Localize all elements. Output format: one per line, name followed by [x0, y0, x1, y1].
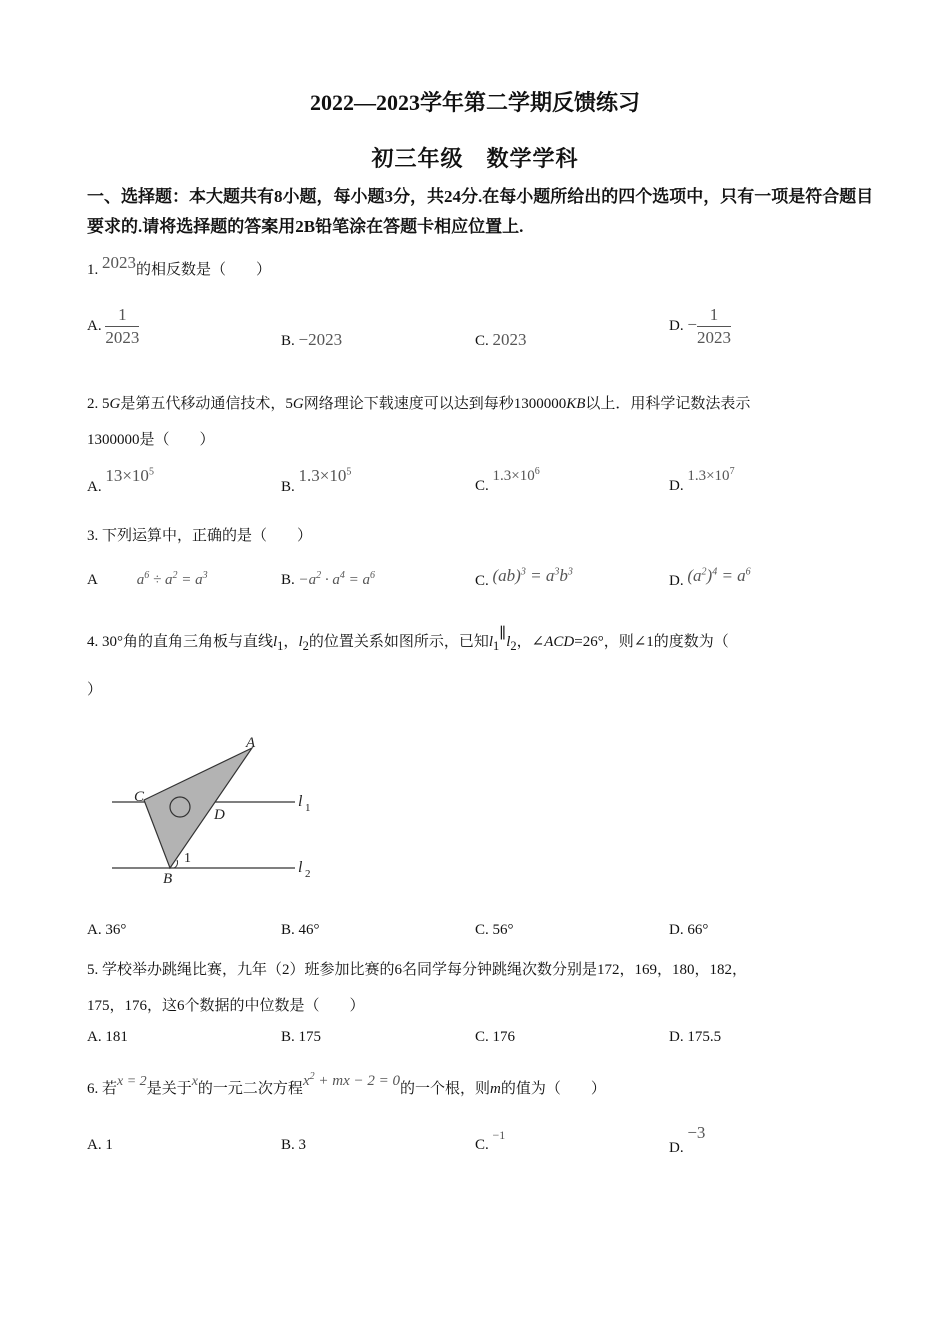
q3-option-b[interactable]: B. $-a^2 \cdot a^4 = a^6$: [281, 570, 376, 588]
triangle-plate: [144, 748, 252, 868]
label-l2-sub: 2: [305, 868, 311, 880]
q2-option-d[interactable]: D. $1.3\times 10^7$: [669, 466, 735, 494]
question-5-line-2: 175，176，这6个数据的中位数是（ ）: [87, 998, 365, 1014]
q3-b-expression: $-a^2 \cdot a^4 = a^6$: [298, 570, 376, 588]
q3-c-expression: $(ab)^3 = a^3b^3$: [492, 566, 573, 585]
page-subtitle: 初三年级 数学学科: [371, 146, 579, 171]
q4-option-c[interactable]: C. 56°: [475, 922, 514, 938]
q5-option-b[interactable]: B. 175: [281, 1029, 322, 1045]
q5-option-d[interactable]: D. 175.5: [669, 1029, 722, 1045]
label-b: B: [163, 871, 173, 887]
q6-option-b[interactable]: B. 3: [281, 1137, 307, 1153]
question-1: 1. 2023的相反数是（ ）: [87, 253, 272, 278]
q4-option-d[interactable]: D. 66°: [669, 922, 709, 938]
geometry-figure: [100, 728, 340, 888]
question-4-line-2: ）: [87, 682, 103, 698]
q6-option-c[interactable]: C. $^{-1}$: [475, 1128, 506, 1153]
q2-option-a[interactable]: A. $13\times 10^5$: [87, 466, 154, 495]
q1-option-b[interactable]: B. −2023: [281, 330, 343, 349]
q3-d-expression: $(a^2)^4 = a^6$: [687, 566, 751, 585]
question-2-line-1: 2. 5G是第五代移动通信技术，5G网络理论下载速度可以达到每秒1300000KB以上．用科学记数法表示: [87, 396, 751, 412]
q3-option-a[interactable]: A $a^6 \div a^2 = a^3$: [87, 570, 208, 588]
label-c: C: [134, 789, 145, 805]
q3-a-expression: $a^6 \div a^2 = a^3$: [136, 570, 208, 588]
section-heading: 一、选择题：本大题共有8小题，每小题3分，共24分.在每小题所给出的四个选项中，只有一项是符合题目要求的.请将选择题的答案用2B铅笔涂在答题卡相应位置上.: [87, 187, 874, 236]
question-4-line-1: 4. 30°角的直角三角板与直线$l_1$，$l_2$的位置关系如图所示，已知$l_1\parallel l_2$，∠ACD=26°，则∠1的度数为（: [87, 626, 729, 653]
q4-option-a[interactable]: A. 36°: [87, 922, 127, 938]
q1-option-d[interactable]: D. − $\frac{1}{2023}$: [669, 305, 731, 347]
q2-option-c[interactable]: C. $1.3\times 10^6$: [475, 466, 540, 494]
q3-option-c[interactable]: C. $(ab)^3 = a^3b^3$: [475, 566, 573, 589]
label-l1: l: [298, 793, 303, 810]
q6-option-a[interactable]: A. 1: [87, 1137, 113, 1153]
label-l1-sub: 1: [305, 802, 311, 814]
label-d: D: [214, 807, 225, 823]
question-5-line-1: 5. 学校举办跳绳比赛，九年（2）班参加比赛的6名同学每分钟跳绳次数分别是172，169，180，182，: [87, 962, 748, 978]
page-title: 2022—2023学年第二学期反馈练习: [309, 90, 640, 115]
q1-option-a[interactable]: A. $\frac{1}{2023}$: [87, 305, 140, 347]
q2-option-b[interactable]: B. $1.3\times 10^5$: [281, 466, 352, 495]
q1-option-c[interactable]: C. 2023: [475, 330, 527, 349]
q5-option-a[interactable]: A. 181: [87, 1029, 128, 1045]
q4-option-b[interactable]: B. 46°: [281, 922, 320, 938]
question-3: 3. 下列运算中，正确的是（ ）: [87, 528, 313, 544]
question-2-line-2: 1300000是（ ）: [87, 432, 215, 448]
q6-option-d[interactable]: D. −3: [669, 1123, 706, 1156]
q5-option-c[interactable]: C. 176: [475, 1029, 516, 1045]
q3-option-d[interactable]: D. $(a^2)^4 = a^6$: [669, 566, 751, 589]
label-angle-1: 1: [184, 851, 191, 866]
question-6: 6. 若x = 2是关于x的一元二次方程$x^2$ + mx − 2 = 0的一个根，则m的值为（ ）: [87, 1071, 606, 1097]
label-a: A: [246, 735, 256, 751]
label-l2: l: [298, 859, 303, 876]
